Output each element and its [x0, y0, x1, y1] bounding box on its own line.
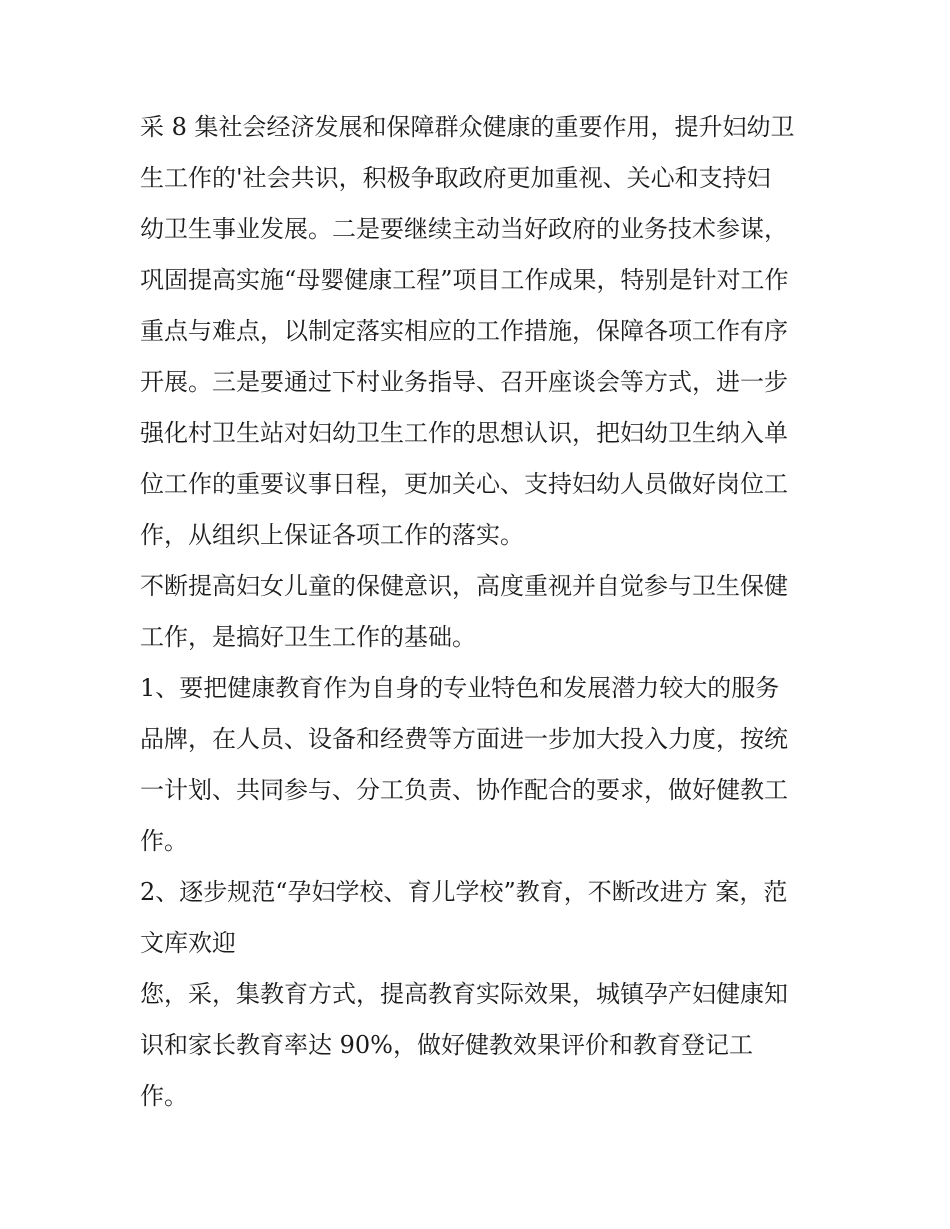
text-line-8: 位工作的重要议事日程，更加关心、支持妇幼人员做好岗位工: [140, 470, 788, 498]
text-line-9: 作，从组织上保证各项工作的落实。: [140, 521, 524, 549]
text-line-17: 文库欢迎: [140, 929, 236, 957]
text-line-3: 幼卫生事业发展。二是要继续主动当好政府的业务技术参谋，: [140, 215, 788, 243]
text-line-10: 不断提高妇女儿童的保健意识，高度重视并自觉参与卫生保健: [140, 572, 788, 600]
text-line-2: 生工作的'社会共识，积极争取政府更加重视、关心和支持妇: [140, 164, 771, 192]
text-line-15: 作。: [140, 827, 188, 855]
text-line-13: 品牌，在人员、设备和经费等方面进一步加大投入力度，按统: [140, 725, 788, 753]
text-line-14: 一计划、共同参与、分工负责、协作配合的要求，做好健教工: [140, 776, 788, 804]
text-line-6: 开展。三是要通过下村业务指导、召开座谈会等方式，进一步: [140, 368, 788, 396]
text-line-20: 作。: [140, 1082, 188, 1110]
document-body: [140, 102, 820, 1122]
text-line-16: 2、逐步规范“孕妇学校、育儿学校”教育，不断改进方 案，范: [140, 878, 788, 906]
text-line-11: 工作，是搞好卫生工作的基础。: [140, 623, 476, 651]
text-line-7: 强化村卫生站对妇幼卫生工作的思想认识，把妇幼卫生纳入单: [140, 419, 788, 447]
text-line-12: 1、要把健康教育作为自身的专业特色和发展潜力较大的服务: [140, 674, 780, 702]
text-line-5: 重点与难点，以制定落实相应的工作措施，保障各项工作有序: [140, 317, 788, 345]
text-line-1: 采 8 集社会经济发展和保障群众健康的重要作用，提升妇幼卫: [140, 113, 795, 141]
text-line-4: 巩固提高实施“母婴健康工程”项目工作成果，特别是针对工作: [140, 266, 789, 294]
text-line-19: 识和家长教育率达 90%，做好健教效果评价和教育登记工: [140, 1031, 753, 1059]
text-line-18: 您，采，集教育方式，提高教育实际效果，城镇孕产妇健康知: [140, 980, 788, 1008]
